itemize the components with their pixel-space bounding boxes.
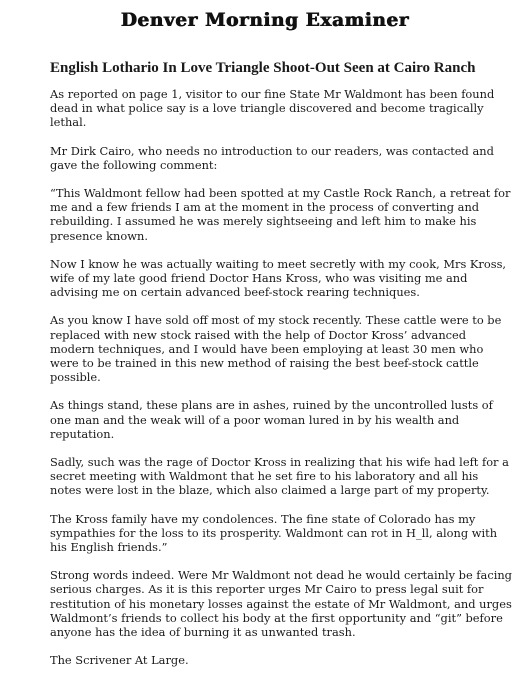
- article-paragraph: Mr Dirk Cairo, who needs no introduction to our readers, was contacted and gave the following comment:: [50, 143, 494, 172]
- article-paragraph: Strong words indeed. Were Mr Waldmont not dead he would certainly be facing serious charges. As it is this reporter urges Mr Cairo to press legal suit for restitution of his monetary losses against the estate of Mr Waldmont, and urges Waldmont’s friends to collect his body at the first opportunity and “git” before anyone has the idea of burning it as unwanted trash.: [50, 568, 512, 640]
- article-headline: English Lothario In Love Triangle Shoot-Out Seen at Cairo Ranch: [50, 60, 476, 76]
- article-paragraph: The Kross family have my condolences. The fine state of Colorado has my sympathies for the loss to its prosperity. Waldmont can rot in H_ll, along with his English friends.”: [50, 511, 498, 555]
- article-body: [50, 87, 512, 682]
- article-paragraph: Sadly, such was the rage of Doctor Kross in realizing that his wife had left for a secret meeting with Waldmont that he set fire to his laboratory and all his notes were lost in the blaze, which also claimed a large part of my property.: [50, 455, 509, 498]
- article-paragraph: “This Waldmont fellow had been spotted at my Castle Rock Ranch, a retreat for me and a few friends I am at the moment in the process of converting and rebuilding. I assumed he was merely sightseeing and left him to make his presence known.: [50, 186, 511, 243]
- masthead-title: Denver Morning Examiner: [120, 10, 410, 31]
- article-signature: The Scrivener At Large.: [50, 653, 189, 668]
- article-paragraph: As things stand, these plans are in ashes, ruined by the uncontrolled lusts of one man and the weak will of a poor woman lured in by his wealth and reputation.: [50, 398, 493, 441]
- article-paragraph: As reported on page 1, visitor to our fine State Mr Waldmont has been found dead in what police say is a love triangle discovered and become tragically lethal.: [50, 87, 495, 130]
- article-paragraph: As you know I have sold off most of my stock recently. These cattle were to be replaced with new stock raised with the help of Doctor Kross’ advanced modern techniques, and I would have been employing at least 30 men who were to be trained in this new method of raising the best beef-stock cattle possible.: [50, 313, 502, 385]
- article-paragraph: Now I know he was actually waiting to meet secretly with my cook, Mrs Kross, wife of my late good friend Doctor Hans Kross, who was visiting me and advising me on certain advanced beef-stock rearing techniques.: [50, 256, 507, 300]
